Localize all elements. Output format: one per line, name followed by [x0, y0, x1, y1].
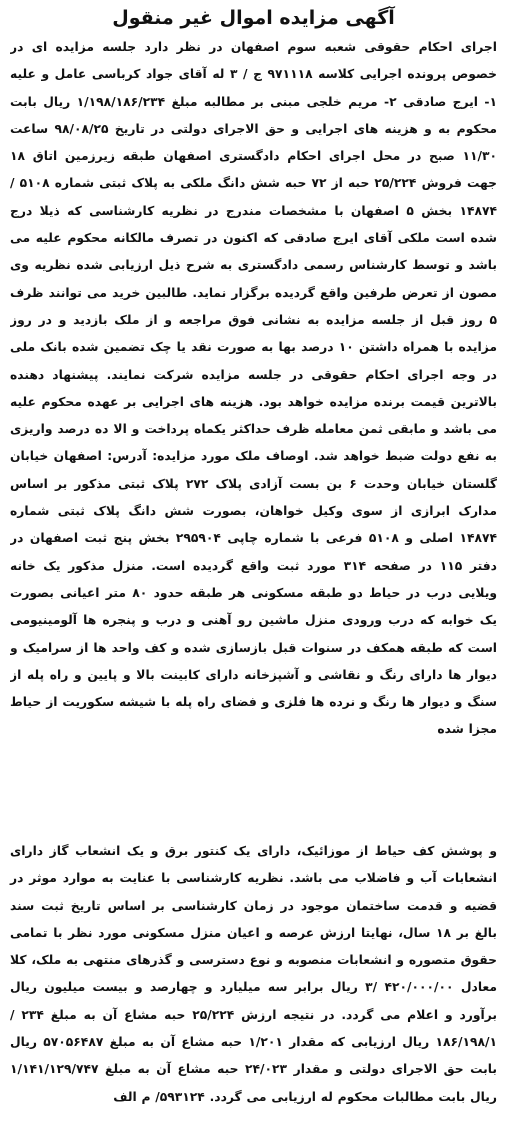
- notice-title: آگهی مزایده اموال غیر منقول: [112, 7, 395, 29]
- notice-paragraph-1: اجرای احکام حقوقی شعبه سوم اصفهان در نظر دارد جلسه مزایده ای در خصوص پرونده اجرایی کلاسه ۹۷۱۱۱۸ ج / ۳ له آقای جواد کرباسی عامل و علیه ۱- ایرج صادقی ۲- مریم خلجی مبنی بر مطالبه مبلغ ۱/۱۹۸/۱۸۶/۲۳۴ ریال بابت محکوم به و هزینه های اجرایی و حق الاجرای دولتی در تاریخ ۹۸/۰۸/۲۵ ساعت ۱۱/۳۰ صبح در محل اجرای احکام دادگستری اصفهان طبقه زیرزمین اتاق ۱۸ جهت فروش ۲۵/۲۲۴ حبه از ۷۲ حبه شش دانگ ملکی به پلاک ثبتی شماره ۵۱۰۸ / ۱۴۸۷۴ بخش ۵ اصفهان با مشخصات مندرج در نظریه کارشناسی که ذیلا درج شده است ملکی آقای ایرج صادقی که اکنون در تصرف مالکانه محکوم علیه می باشد و توسط کارشناس رسمی دادگستری به شرح ذیل ارزیابی شده نظریه وی مصون از تعرض طرفین واقع گردیده برگزار نماید. طالبین خرید می توانند ظرف ۵ روز قبل از جلسه مزایده به نشانی فوق مراجعه و از ملک بازدید و در روز مزایده با همراه داشتن ۱۰ درصد بها به صورت نقد یا چک تضمین شده بانک ملی در وجه اجرای احکام حقوقی در جلسه مزایده شرکت نمایند. پیشنهاد دهنده بالاترین قیمت برنده مزایده خواهد بود. هزینه های اجرایی بر عهده محکوم علیه می باشد و مابقی ثمن معامله ظرف حداکثر یکماه پرداخت و الا ده درصد واریزی به نفع دولت ضبط خواهد شد. اوصاف ملک مورد مزایده: آدرس: اصفهان خیابان گلستان خیابان وحدت ۶ بن بست آزادی پلاک ۲۷۲ پلاک ثبتی مذکور بر اساس مدارک ابرازی از سوی وکیل خواهان، بصورت شش دانگ پلاک ثبتی شماره ۱۴۸۷۴ اصلی و ۵۱۰۸ فرعی با شماره چاپی ۲۹۵۹۰۴ بخش پنج ثبت اصفهان در دفتر ۱۱۵ در صفحه ۳۱۴ مورد ثبت واقع گردیده است. منزل مذکور یک خانه ویلایی درب در حیاط دو طبقه مسکونی هر طبقه حدود ۸۰ متر اعیانی بصورت یک خوابه که درب ورودی منزل ماشین رو آهنی و درب و پنجره ها آلومینیومی است که طبقه همکف در سنوات قبل بازسازی شده و کف واحد ها از سرامیک و دیوار ها دارای رنگ و نقاشی و آشپزخانه دارای کابینت بالا و پایین و راه پله از سنگ و دیوار ها رنگ و نرده ها فلزی و فضای راه پله با شیشه سکوریت از حیاط مجزا شده: [10, 40, 497, 737]
- notice-paragraph-2: و پوشش کف حیاط از موزائیک، دارای یک کنتور برق و یک انشعاب گاز دارای انشعابات آب و فاضلاب می باشد. نظریه کارشناسی با عنایت به موارد موثر در قضیه و قدمت ساختمان موجود در زمان کارشناسی بر اساس تاریخ ثبت سند بالغ بر ۱۸ سال، نهایتا ارزش عرصه و اعیان منزل مسکونی مورد نظر با تمامی حقوق متصوره و انشعابات منصوبه و نوع دسترسی و گذرهای منتهی به ملک، کلا معادل ۴۲۰/۰۰۰/۰۰ /۳ ریال برابر سه میلیارد و چهارصد و بیست میلیون ریال برآورد و اعلام می گردد. در نتیجه ارزش ۲۵/۲۲۴ حبه مشاع آن به مبلغ ۲۳۴ /۱۸۶/۱۹۸/۱ ریال ارزیابی که مقدار ۱/۲۰۱ حبه مشاع آن به مبلغ ۵۷۰۵۶۴۸۷ ریال بابت حق الاجرای دولتی و مقدار ۲۴/۰۲۳ حبه مشاع آن به مبلغ ۱/۱۴۱/۱۲۹/۷۴۷ ریال بابت مطالبات محکوم له ارزیابی می گردد. ۵۹۳۱۲۴/ م الف: [10, 844, 498, 1104]
